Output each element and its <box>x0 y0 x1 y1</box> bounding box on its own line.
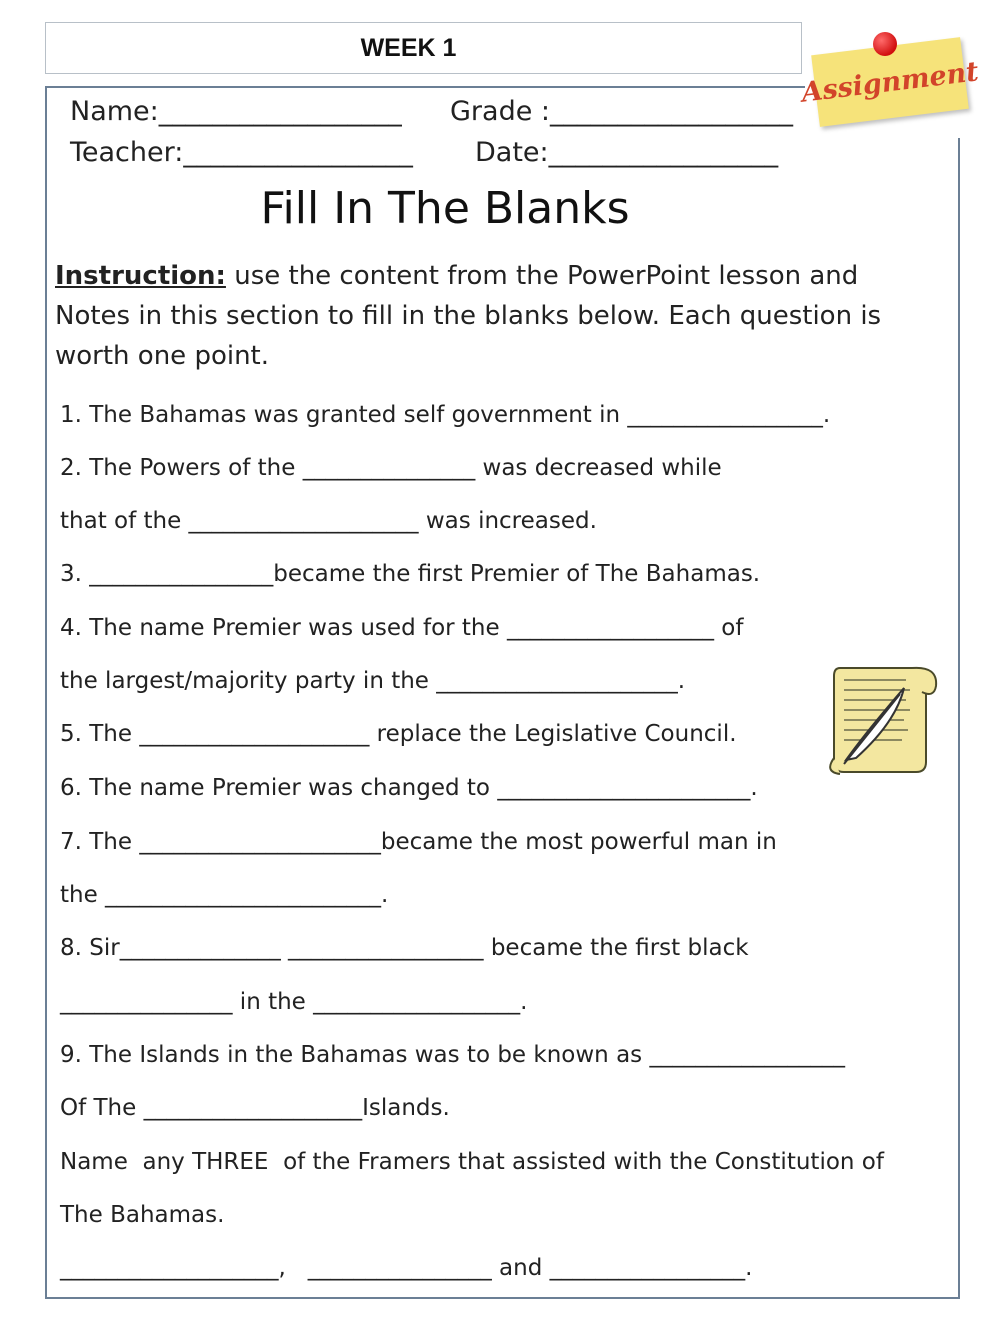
sticky-note-text: Assignment <box>799 55 981 109</box>
question-line[interactable]: 6. The name Premier was changed to ______________________. <box>60 775 758 801</box>
page-title: Fill In The Blanks <box>260 183 630 234</box>
scroll-quill-icon <box>826 662 942 778</box>
question-line[interactable]: 9. The Islands in the Bahamas was to be known as _________________ <box>60 1042 845 1068</box>
teacher-field[interactable]: Teacher:_________________ <box>70 137 413 168</box>
question-line[interactable]: 4. The name Premier was used for the __________________ of <box>60 615 744 641</box>
push-pin-icon <box>873 32 897 56</box>
grade-field[interactable]: Grade :__________________ <box>450 96 793 127</box>
date-field[interactable]: Date:_________________ <box>475 137 779 168</box>
question-line[interactable]: 3. ________________became the first Premier of The Bahamas. <box>60 561 761 587</box>
question-line: The Bahamas. <box>60 1202 225 1228</box>
question-line[interactable]: that of the ____________________ was increased. <box>60 508 597 534</box>
week-title-box <box>45 22 802 74</box>
instruction-text: use the content from the PowerPoint lesson and Notes in this section to fill in the blanks below. Each question is worth one point. <box>55 261 882 371</box>
question-line[interactable]: 7. The _____________________became the most powerful man in <box>60 829 777 855</box>
question-line: Name any THREE of the Framers that assisted with the Constitution of <box>60 1149 884 1175</box>
instruction-label: Instruction: <box>55 261 226 291</box>
question-line[interactable]: the ________________________. <box>60 882 389 908</box>
question-line[interactable]: the largest/majority party in the _____________________. <box>60 668 686 694</box>
question-line[interactable]: Of The ___________________Islands. <box>60 1095 450 1121</box>
question-line[interactable]: 5. The ____________________ replace the Legislative Council. <box>60 721 737 747</box>
instruction-paragraph <box>55 256 935 376</box>
name-field[interactable]: Name:__________________ <box>70 96 402 127</box>
week-title: WEEK 1 <box>360 33 457 62</box>
question-line[interactable]: _______________ in the __________________. <box>60 989 528 1015</box>
question-line[interactable]: 8. Sir______________ _________________ became the first black <box>60 935 749 961</box>
assignment-sticky-note <box>799 18 981 138</box>
answer-line[interactable]: ___________________, ________________ and _________________. <box>60 1255 753 1281</box>
question-line[interactable]: 2. The Powers of the _______________ was decreased while <box>60 455 722 481</box>
question-line[interactable]: 1. The Bahamas was granted self government in _________________. <box>60 402 831 428</box>
